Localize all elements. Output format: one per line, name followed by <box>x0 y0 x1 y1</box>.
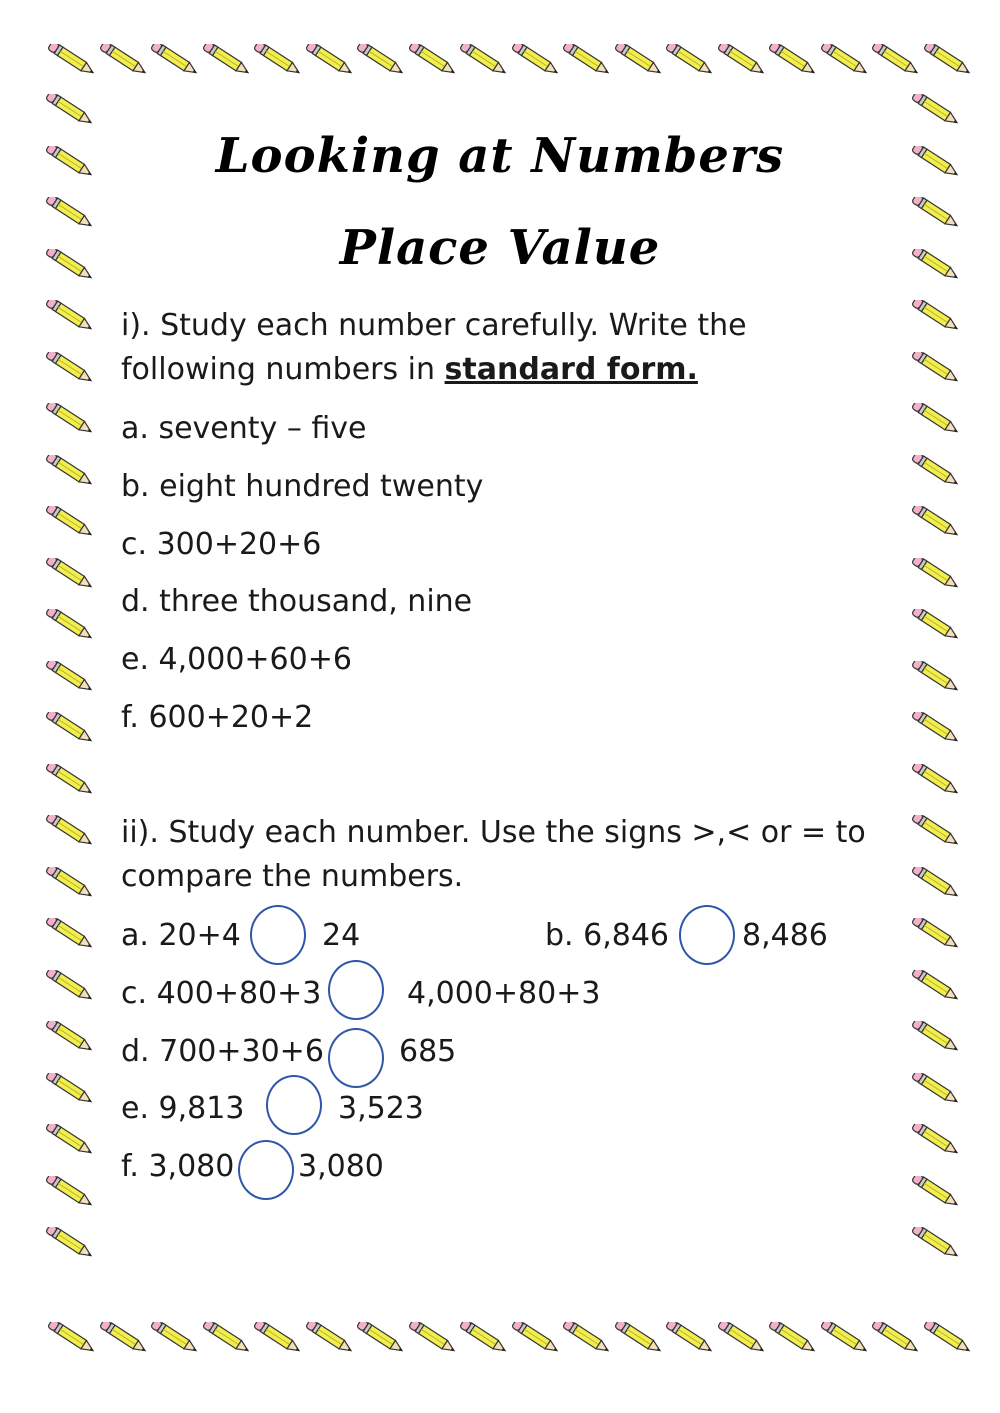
pencil-icon <box>38 1227 102 1257</box>
pencil-icon <box>904 918 968 948</box>
pencil-icon <box>38 300 102 330</box>
pencil-icon <box>38 867 102 897</box>
pencil-icon <box>38 970 102 1000</box>
pencil-icon <box>38 609 102 639</box>
pencil-icon <box>904 146 968 176</box>
compare-f-answer-circle[interactable] <box>238 1140 294 1200</box>
compare-b-answer-circle[interactable] <box>679 905 735 965</box>
compare-f-left: f. 3,080 <box>121 1149 235 1184</box>
pencil-icon <box>38 455 102 485</box>
compare-c-answer-circle[interactable] <box>328 960 384 1020</box>
pencil-icon <box>38 661 102 691</box>
section1-instruction-text: i). Study each number carefully. Write the following numbers in <box>121 308 747 387</box>
section1-item-c: c. 300+20+6 <box>121 527 322 562</box>
pencil-icon <box>38 712 102 742</box>
pencil-icon <box>38 1021 102 1051</box>
pencil-icon <box>904 352 968 382</box>
section1-item-f: f. 600+20+2 <box>121 700 314 735</box>
pencil-icon <box>904 609 968 639</box>
pencil-icon <box>904 1176 968 1206</box>
pencil-icon <box>904 661 968 691</box>
compare-a-left: a. 20+4 <box>121 918 241 953</box>
pencil-icon <box>38 1073 102 1103</box>
pencil-icon <box>38 506 102 536</box>
compare-b-left: b. 6,846 <box>545 918 669 953</box>
pencil-icon <box>38 249 102 279</box>
standard-form-emphasis: standard form. <box>444 352 698 387</box>
compare-a-right: 24 <box>322 918 361 953</box>
pencil-icon <box>904 300 968 330</box>
pencil-icon <box>904 558 968 588</box>
compare-f-right: 3,080 <box>298 1149 384 1184</box>
pencil-icon <box>904 1227 968 1257</box>
section1-item-d: d. three thousand, nine <box>121 584 473 619</box>
pencil-icon <box>904 403 968 433</box>
compare-d-answer-circle[interactable] <box>328 1028 384 1088</box>
compare-d-left: d. 700+30+6 <box>121 1034 324 1069</box>
pencil-icon <box>38 94 102 124</box>
compare-c-left: c. 400+80+3 <box>121 976 322 1011</box>
pencil-icon <box>38 918 102 948</box>
pencil-icon <box>38 1176 102 1206</box>
pencil-icon <box>904 1073 968 1103</box>
pencil-icon <box>38 815 102 845</box>
pencil-icon <box>38 197 102 227</box>
compare-b-right: 8,486 <box>742 918 828 953</box>
pencil-icon <box>904 1124 968 1154</box>
compare-d-right: 685 <box>399 1034 457 1069</box>
pencil-icon <box>916 1322 980 1352</box>
pencil-icon <box>904 867 968 897</box>
compare-a-answer-circle[interactable] <box>250 905 306 965</box>
page-title: Looking at Numbers <box>215 128 785 184</box>
pencil-icon <box>916 44 980 74</box>
pencil-icon <box>904 197 968 227</box>
section1-item-b: b. eight hundred twenty <box>121 469 484 504</box>
section1-item-a: a. seventy – five <box>121 411 367 446</box>
section1-instruction <box>121 304 881 392</box>
compare-e-left: e. 9,813 <box>121 1091 245 1126</box>
page-subtitle: Place Value <box>339 220 661 276</box>
pencil-icon <box>38 1124 102 1154</box>
pencil-icon <box>38 352 102 382</box>
pencil-icon <box>38 764 102 794</box>
pencil-icon <box>38 403 102 433</box>
compare-e-answer-circle[interactable] <box>266 1075 322 1135</box>
pencil-icon <box>904 506 968 536</box>
pencil-icon <box>38 558 102 588</box>
section2-instruction: ii). Study each number. Use the signs >,< or = to compare the numbers. <box>121 815 866 894</box>
pencil-icon <box>904 764 968 794</box>
pencil-icon <box>904 712 968 742</box>
pencil-icon <box>904 815 968 845</box>
pencil-icon <box>904 94 968 124</box>
pencil-icon <box>38 146 102 176</box>
pencil-icon <box>904 1021 968 1051</box>
section1-item-e: e. 4,000+60+6 <box>121 642 352 677</box>
compare-e-right: 3,523 <box>338 1091 424 1126</box>
pencil-icon <box>904 249 968 279</box>
pencil-icon <box>904 970 968 1000</box>
compare-c-right: 4,000+80+3 <box>407 976 601 1011</box>
pencil-icon <box>904 455 968 485</box>
